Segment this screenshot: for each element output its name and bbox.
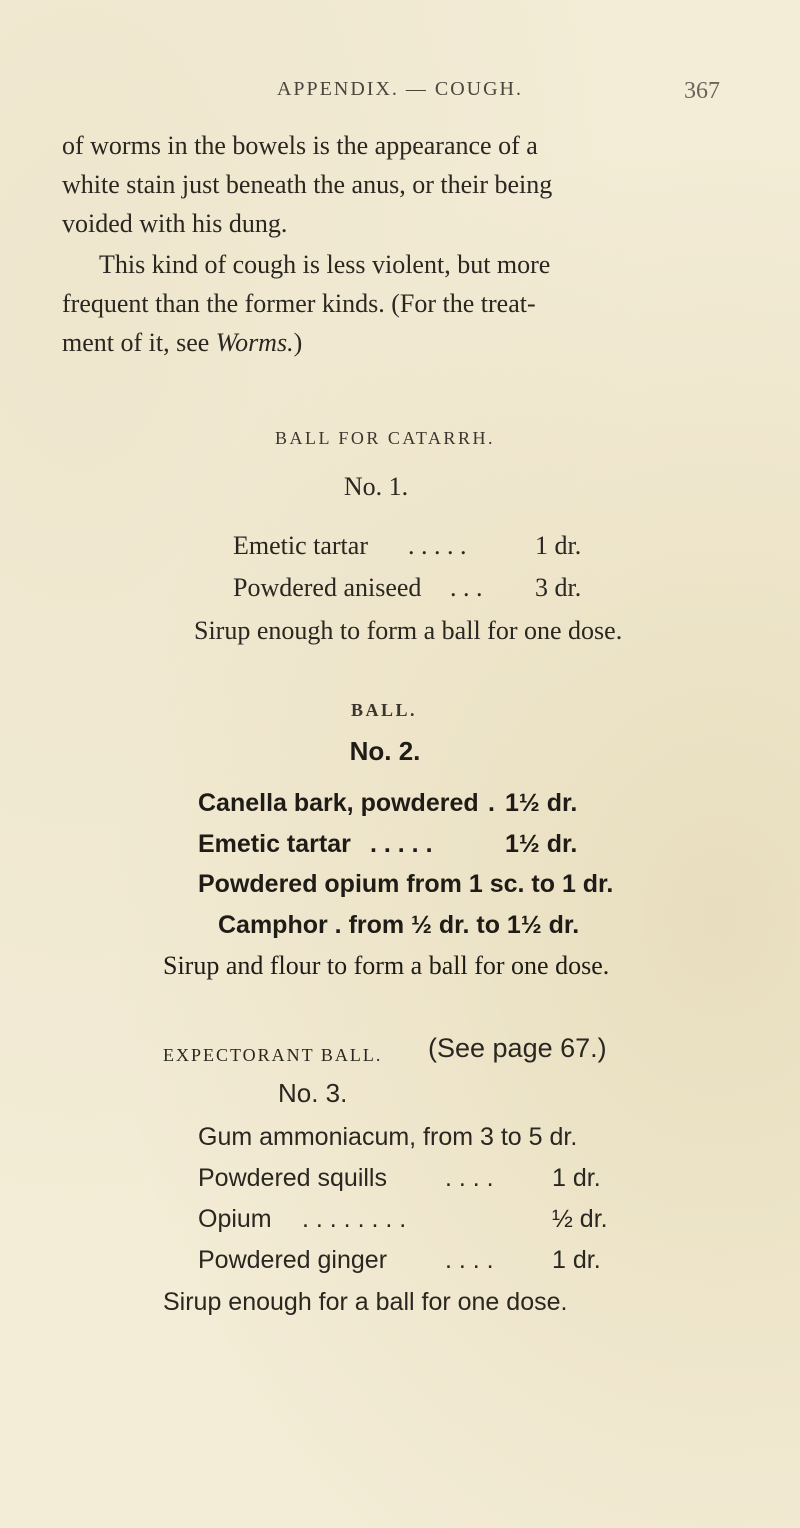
ingredient-dots: . . . . xyxy=(445,1246,494,1274)
ingredient-dots: . . . . . xyxy=(370,830,433,858)
body-line: voided with his dung. xyxy=(62,209,288,238)
body-line: frequent than the former kinds. (For the treat- xyxy=(62,289,536,318)
body-line xyxy=(62,325,302,361)
body-line: white stain just beneath the anus, or their being xyxy=(62,170,553,199)
recipe-number: No. 3. xyxy=(278,1078,348,1108)
ingredient-dots: . . . . . . . . xyxy=(302,1205,407,1233)
ingredient-name: Powdered opium from 1 sc. to 1 dr. xyxy=(198,870,614,898)
recipe-title: BALL. xyxy=(350,700,418,720)
body-line: of worms in the bowels is the appearance of a xyxy=(62,131,538,160)
ingredient-name: Gum ammoniacum, from 3 to 5 dr. xyxy=(198,1123,578,1151)
ingredient-dots: . xyxy=(488,789,495,817)
ingredient-name: Powdered aniseed xyxy=(233,573,422,602)
recipe-number: No. 2. xyxy=(349,736,421,766)
ingredient-dots: . . . xyxy=(450,573,483,602)
page-reference: (See page 67.) xyxy=(428,1033,607,1063)
ingredient-name: Opium xyxy=(198,1205,272,1233)
recipe-title: BALL FOR CATARRH. xyxy=(275,428,495,448)
recipe-note: Sirup enough to form a ball for one dose. xyxy=(194,616,623,645)
ingredient-quantity: 1½ dr. xyxy=(505,789,578,817)
ingredient-name: Emetic tartar xyxy=(233,531,368,560)
ingredient-name: Powdered ginger xyxy=(198,1246,388,1274)
page-number: 367 xyxy=(684,78,720,104)
ingredient-row xyxy=(233,528,368,564)
recipe-note: Sirup enough for a ball for one dose. xyxy=(163,1288,568,1316)
ingredient-name: Emetic tartar xyxy=(198,830,351,858)
ingredient-quantity: 3 dr. xyxy=(535,573,582,602)
recipe-number: No. 1. xyxy=(343,472,409,501)
ingredient-name: Canella bark, powdered xyxy=(198,789,479,817)
worms-reference: Worms. xyxy=(215,328,294,357)
ingredient-dots: . . . . xyxy=(445,1164,494,1192)
recipe-title: EXPECTORANT BALL. xyxy=(163,1045,383,1065)
reference-close: ) xyxy=(293,328,303,357)
page-header xyxy=(0,78,800,118)
body-line: This kind of cough is less violent, but more xyxy=(99,250,551,279)
body-line-text: ment of it, see xyxy=(62,328,210,357)
ingredient-dots: . . . . . xyxy=(408,531,467,560)
ingredient-quantity: 1 dr. xyxy=(535,531,582,560)
ingredient-quantity: 1½ dr. xyxy=(505,830,578,858)
ingredient-quantity: ½ dr. xyxy=(552,1205,608,1233)
running-head: APPENDIX. — COUGH. xyxy=(276,78,523,100)
ingredient-name: Powdered squills xyxy=(198,1164,387,1192)
recipe-note: Sirup and flour to form a ball for one dose. xyxy=(163,951,610,980)
ingredient-quantity: 1 dr. xyxy=(552,1246,601,1274)
ingredient-row xyxy=(233,570,421,606)
ingredient-name: Camphor . from ½ dr. to 1½ dr. xyxy=(218,911,580,939)
ingredient-quantity: 1 dr. xyxy=(552,1164,601,1192)
